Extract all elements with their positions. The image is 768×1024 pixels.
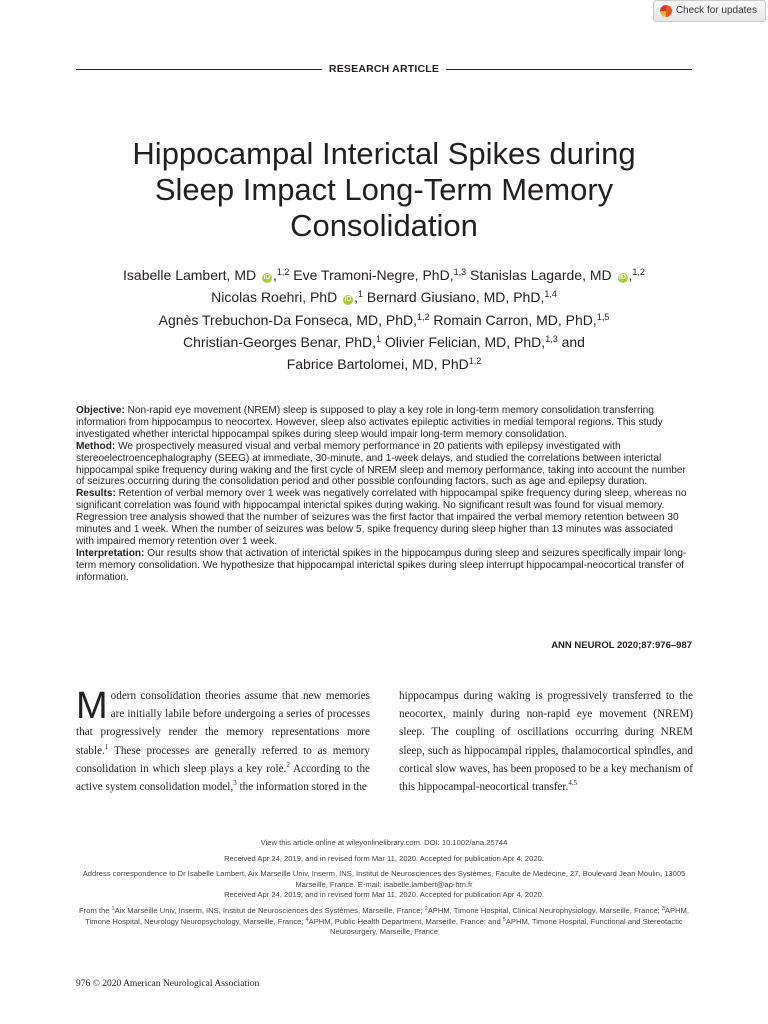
abstract-section-text: Our results show that activation of interictal spikes in the hippocampus during sleep and seizures specifically impair long-term memory consolidation. We hypothesize that hippocampal interictal spikes during sleep interrupt hippocampal-neocortical transfer of information. (76, 547, 687, 583)
online-note: View this article online at wileyonlinelibrary.com. DOI: 10.1002/ana.25744 (260, 838, 508, 847)
orcid-icon[interactable]: iD (344, 296, 352, 304)
affiliation-text: APHM, Timone Hospital, Clinical Neurophysiology, Marseille, France; (427, 905, 662, 915)
abstract-section-text: We prospectively measured visual and verbal memory performance in 20 patients with epilepsy investigated with stereoelectroencephalography (SEEG) at immediate, 30-minute, and 1-week delays, and studied the correlations between interictal hippocampal spike frequency during waking and the first cycle of NREM sleep and memory performance, taking into account the number of seizures occurring during the consolidation period and other possible confounding factors, such as age and epilepsy duration. (76, 440, 686, 488)
affiliation-number: 1 (111, 905, 115, 912)
author-name: Nicolas Roehri, PhD (211, 289, 338, 306)
article-type-label: RESEARCH ARTICLE (328, 63, 440, 75)
header-rule-left (76, 69, 322, 70)
author-name: Christian-Georges Benar, PhD, (183, 333, 377, 350)
received-note: Received Apr 24, 2019, and in revised form Mar 11, 2020. Accepted for publication Apr 4, 2020. (224, 890, 544, 900)
article-title (76, 136, 692, 244)
reference-link[interactable]: 2 (286, 760, 290, 769)
author-affiliation: 1,2 (276, 267, 290, 277)
body-text: According to the active system consolidation model, (76, 762, 370, 794)
header-rule-right (446, 69, 692, 70)
affiliation-text: APHM, Public Health Department, Marseille, France; and (308, 916, 503, 926)
author-affiliation: 1,2 (632, 267, 645, 277)
reference-link[interactable]: 1 (104, 742, 109, 751)
author-name: Agnès Trebuchon-Da Fonseca, MD, PhD, (158, 311, 418, 328)
body-text: the information stored in the (236, 781, 367, 794)
title-line-3: Consolidation (290, 208, 478, 243)
abstract-section-text: Non-rapid eye movement (NREM) sleep is supposed to play a key role in long-term memory consolidation transferring information from hippocampus to neocortex. However, sleep also activates epileptic activities in medial temporal regions. This study investigated whether interictal hippocampal spikes during sleep would impair long-term memory consolidation. (76, 405, 663, 440)
page-footer: 976 © 2020 American Neurological Association (76, 979, 260, 989)
body-text: These processes are generally referred to as memory consolidation in which sleep plays a key role. (76, 744, 370, 775)
affiliation-text: Aix Marseille Univ, Inserm, INS, Institut de Neurosciences des Systèmes, Marseille, France; (114, 905, 425, 915)
drop-cap: M (76, 685, 108, 727)
abstract-objective (76, 405, 692, 441)
article-notes (76, 838, 692, 943)
author-affiliation: 1,5 (596, 311, 610, 322)
article-type-header (76, 62, 692, 76)
affiliation-number: 4 (305, 916, 309, 923)
author-conjunction: and (561, 333, 585, 350)
author-affiliation: 1,2 (468, 356, 482, 367)
body-text: hippocampus during waking is progressively transferred to the neocortex, mainly during non-rapid eye movement (NREM) sleep. The coupling of oscillations occurring during NREM sleep, such as hippocampal ripples, thalamocortical spindles, and cortical slow waves, has been proposed to be a key mechanism of this hippocampal-neocortical transfer. (399, 690, 693, 794)
abstract (76, 405, 692, 584)
affiliations-prefix: From the (79, 905, 112, 915)
body-text: odern consolidation theories assume that new memories are initially labile before undergoing a series of processes that progressively render the memory representations more stable. (76, 690, 370, 757)
check-for-updates-label: Check for updates (675, 5, 757, 16)
body-column-left (76, 687, 370, 796)
affiliation-text: APHM, Timone Hospital, Functional and Stereotactic Neurosurgery, Marseille, France (330, 916, 683, 937)
reference-link[interactable]: 4,5 (568, 779, 578, 788)
author-affiliation: 1,3 (453, 267, 467, 277)
author-name: Bernard Giusiano, MD, PhD, (366, 289, 545, 306)
correspondence-address: Address correspondence to Dr Isabelle Lambert, Aix Marseille Univ, Inserm, INS, Institut de Neurosciences des Systèmes, Faculte de Medecine, 27, Boulevard Jean Moulin, 13005 Marseille, France. E-mail: isabelle.lambert@ap-hm.fr (82, 869, 686, 889)
affiliation-number: 2 (424, 905, 428, 912)
abstract-section-label: Results: (76, 488, 116, 500)
abstract-section-label: Objective: (76, 405, 125, 416)
abstract-section-label: Method: (76, 440, 116, 452)
author-name: Fabrice Bartolomei, MD, PhD (286, 356, 469, 373)
author-affiliation: 1,3 (545, 333, 558, 344)
affiliation-number: 3 (661, 905, 665, 912)
abstract-results (76, 488, 692, 548)
abstract-method (76, 441, 692, 489)
orcid-icon[interactable]: iD (619, 274, 627, 281)
body-column-right (399, 687, 693, 796)
author-name: Eve Tramoni-Negre, PhD, (293, 267, 454, 283)
title-line-2: Sleep Impact Long-Term Memory (154, 172, 614, 207)
author-affiliation: 1,2 (417, 311, 430, 322)
title-line-1: Hippocampal Interictal Spikes during (132, 136, 636, 171)
affiliation-text: APHM, Timone Hospital, Neurology Neuropsychology, Marseille, France; (85, 905, 689, 926)
affiliations (76, 906, 692, 938)
journal-citation: ANN NEUROL 2020;87:976–987 (551, 640, 692, 651)
author-name: Stanislas Lagarde, MD (470, 267, 612, 283)
author-affiliation: 1 (358, 289, 364, 300)
abstract-interpretation (76, 548, 692, 584)
received-note: Received Apr 24, 2019, and in revised form Mar 11, 2020. Accepted for publication Apr 4, 2020. (224, 853, 544, 863)
orcid-icon[interactable]: iD (263, 274, 271, 281)
author-name: Romain Carron, MD, PhD, (433, 311, 597, 328)
abstract-section-label: Interpretation: (76, 547, 145, 559)
crossmark-icon (660, 5, 672, 17)
check-for-updates-button[interactable] (653, 0, 766, 22)
abstract-section-text: Retention of verbal memory over 1 week was negatively correlated with hippocampal spike frequency during sleep, whereas no significant correlation was found with hippocampal interictal spikes during waking. No significant result was found for visual memory. Regression tree analysis showed that the number of seizures was the first factor that impaired the verbal memory retention between 30 minutes and 1 week. When the number of seizures was below 5, spike frequency during sleep higher than 13 minutes was associated with impaired memory retention over 1 week. (76, 488, 687, 547)
author-name: Isabelle Lambert, MD (123, 267, 257, 283)
author-affiliation: 1,4 (544, 289, 557, 300)
author-name: Olivier Felician, MD, PhD, (384, 333, 546, 350)
author-list: Isabelle Lambert, MD iD ,$^{1,2}$ Eve Tramoni-Negre, PhD,$^{1,3}$ Stanislas Lagarde, MD iD ,$^{1,2}$ Nicolas Roehri, PhD iD ,$^1$ Bernard Giusiano, MD, PhD,$^{1,4}$ Agnès Trebuchon-Da Fonseca, MD, PhD,$^{1,2}$ Romain Carron, MD, PhD,$^{1,5}$ Christian-Georges Benar, PhD,$^1$ Olivier Felician, MD, PhD,$^{1,3}$ and Fabrice Bartolomei, MD, PhD$^{1,2}$ (123, 267, 645, 373)
affiliation-number: 5 (502, 916, 506, 923)
author-affiliation: 1 (376, 333, 382, 344)
reference-link[interactable]: 3 (233, 779, 237, 788)
